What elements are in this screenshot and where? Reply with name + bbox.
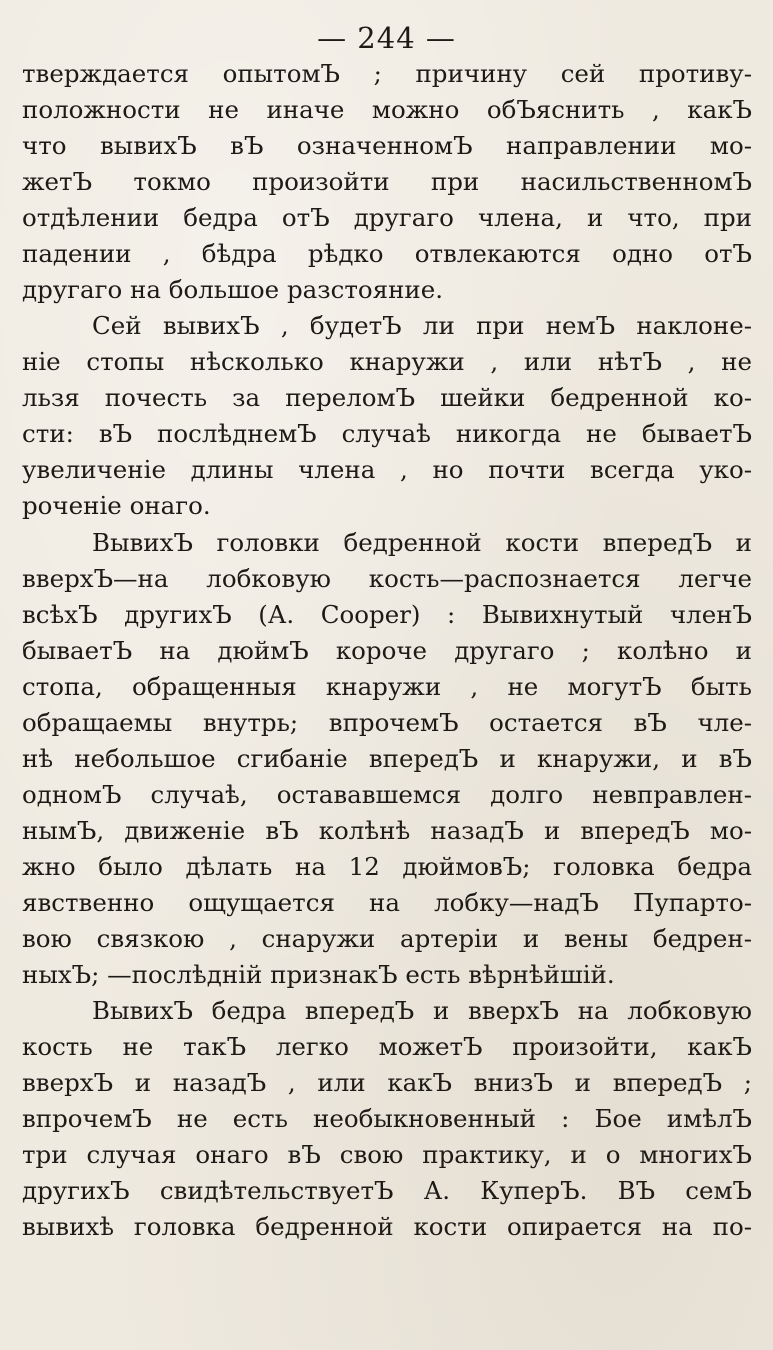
paragraph-3 xyxy=(22,525,752,993)
text-line: нымЪ, движенiе вЪ колѣнѣ назадЪ и впередЪ мо- xyxy=(22,816,752,845)
text-line: другаго на большое разстояние. xyxy=(22,275,444,304)
text-line: вою связкою , снаружи артерiи и вены бедрен- xyxy=(22,924,752,953)
text-line: нiе стопы нѣсколько кнаружи , или нѣтЪ , не xyxy=(22,347,752,376)
text-line: стопа, обращенныя кнаружи , не могутЪ быть xyxy=(22,672,752,701)
text-line: другихЪ свидѣтельствуетЪ А. КуперЪ. ВЪ семЪ xyxy=(22,1176,752,1205)
paragraph-1 xyxy=(22,56,752,308)
text-line: тверждается опытомЪ ; причину сей противу- xyxy=(22,59,752,88)
text-line: кость не такЪ легко можетЪ произойти, какЪ xyxy=(22,1032,752,1061)
text-line: ВывихЪ бедра впередЪ и вверхЪ на лобковую xyxy=(92,996,752,1025)
text-line: сти: вЪ послѣднемЪ случаѣ никогда не бываетЪ xyxy=(22,419,752,448)
text-line: что вывихЪ вЪ означенномЪ направлении мо- xyxy=(22,131,752,160)
paragraph-4 xyxy=(22,993,752,1245)
text-line: вверхЪ и назадЪ , или какЪ внизЪ и впередЪ ; xyxy=(22,1068,752,1097)
text-line: отдѣлении бедра отЪ другаго члена, и что, при xyxy=(22,203,752,232)
text-line: впрочемЪ не есть необыкновенный : Бое имѣлЪ xyxy=(22,1104,752,1133)
text-line: роченiе онаго. xyxy=(22,491,211,520)
paragraph-2 xyxy=(22,308,752,524)
text-line: вывихѣ головка бедренной кости опирается на по- xyxy=(22,1212,752,1241)
text-line: обращаемы внутрь; впрочемЪ остается вЪ чле- xyxy=(22,708,752,737)
text-line: ВывихЪ головки бедренной кости впередЪ и xyxy=(92,528,752,557)
text-line: бываетЪ на дюймЪ короче другаго ; колѣно и xyxy=(22,636,752,665)
text-line: ныхЪ; —послѣднiй признакЪ есть вѣрнѣйшiй. xyxy=(22,960,615,989)
text-line: три случая онаго вЪ свою практику, и о многихЪ xyxy=(22,1140,752,1169)
text-line: нѣ небольшое сгибанiе впередЪ и кнаружи, и вЪ xyxy=(22,744,752,773)
text-line: вверхЪ—на лобковую кость—распознается легче xyxy=(22,564,752,593)
text-line: жно было дѣлать на 12 дюймовЪ; головка бедра xyxy=(22,852,752,881)
text-line: положности не иначе можно обЪяснить , какЪ xyxy=(22,95,752,124)
text-line: жетЪ токмо произойти при насильственномЪ xyxy=(22,167,752,196)
page-number: — 244 — xyxy=(317,21,456,55)
text-line: явственно ощущается на лобку—надЪ Пупарто- xyxy=(22,888,752,917)
text-line: падении , бѣдра рѣдко отвлекаются одно отЪ xyxy=(22,239,752,268)
text-line: Сей вывихЪ , будетЪ ли при немЪ наклоне- xyxy=(92,311,752,340)
text-line: одномЪ случаѣ, остававшемся долго невправлен- xyxy=(22,780,752,809)
text-line: всѣхЪ другихЪ (А. Cooper) : Вывихнутый членЪ xyxy=(22,600,752,629)
text-line: увеличенiе длины члена , но почти всегда уко- xyxy=(22,455,752,484)
text-line: льзя почесть за переломЪ шейки бедренной ко- xyxy=(22,383,752,412)
